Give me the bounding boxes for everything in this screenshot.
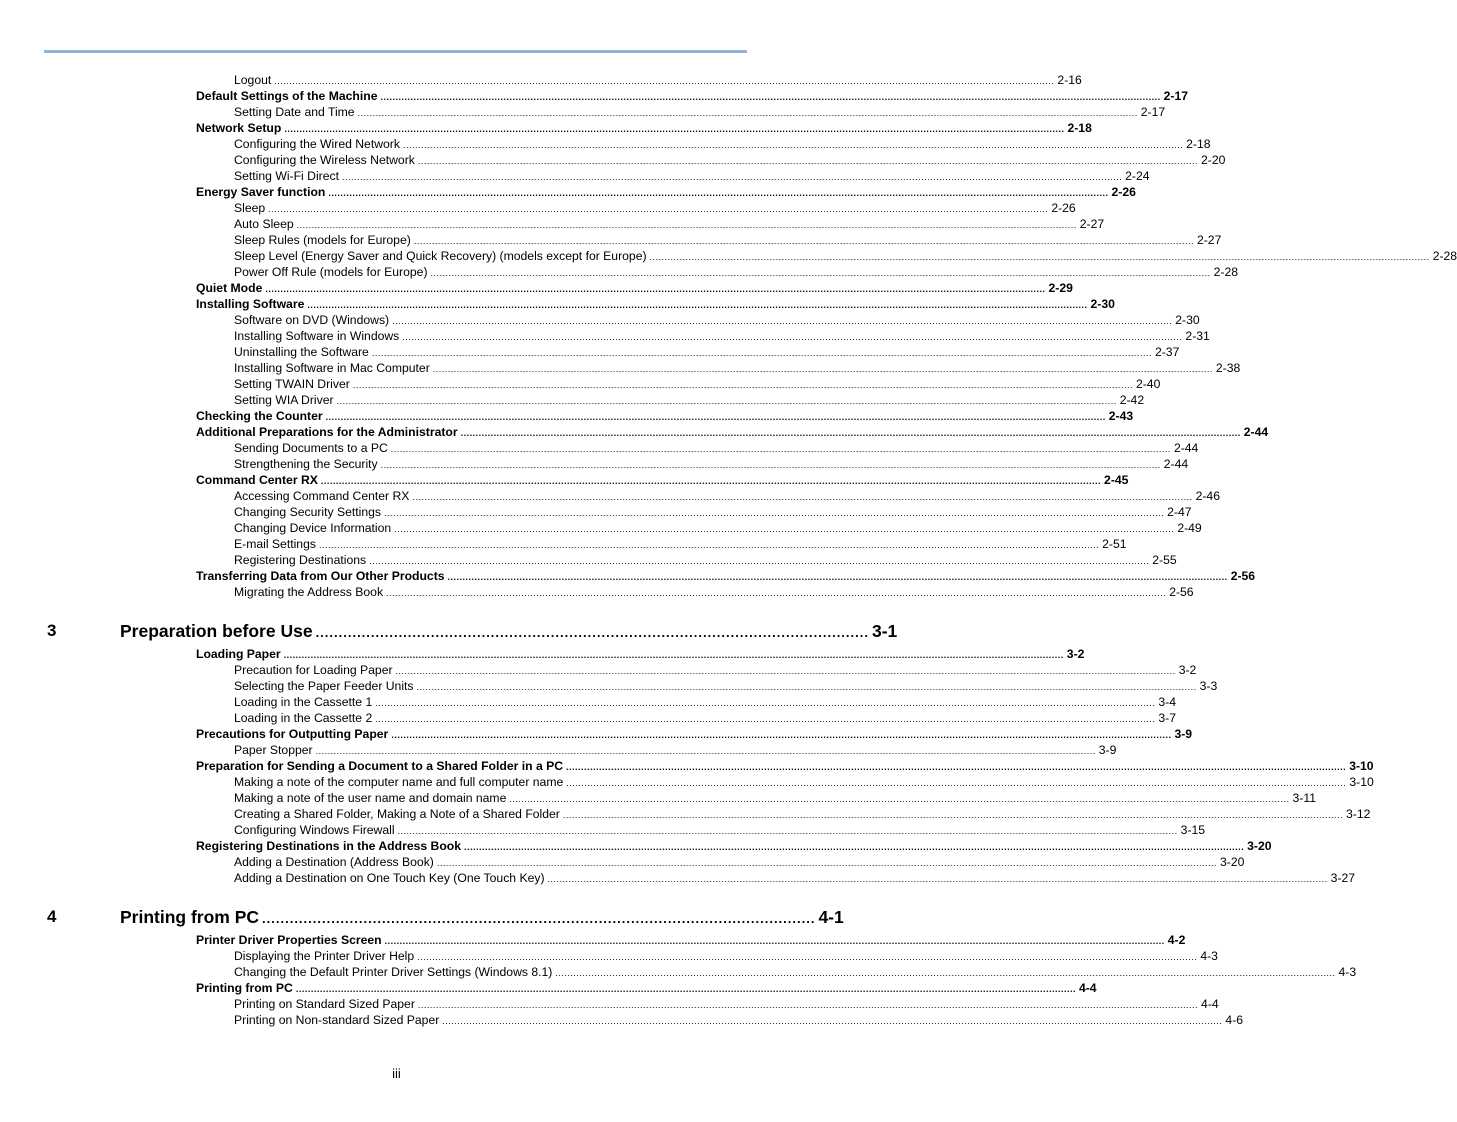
dot-leader: .................................................................................................................................................................................................................................................................... xyxy=(392,316,1173,326)
toc-entry[interactable] xyxy=(0,1012,1244,1028)
toc-title: Setting Date and Time xyxy=(234,105,355,119)
toc-entry[interactable] xyxy=(0,168,1150,184)
toc-page-number: 2-44 xyxy=(1243,425,1269,439)
toc-section[interactable] xyxy=(0,568,1256,584)
dot-leader: .................................................................................................................................................................................................................................................................... xyxy=(547,874,1328,884)
toc-entry[interactable] xyxy=(0,360,1241,376)
toc-page-number: 2-27 xyxy=(1079,217,1105,231)
toc-title: Sleep xyxy=(234,201,266,215)
toc-title: Sleep Rules (models for Europe) xyxy=(234,233,411,247)
toc-section[interactable] xyxy=(0,184,1136,200)
toc-page-number: 4-1 xyxy=(818,907,844,927)
dot-leader: .................................................................................................................................................................................................................................................................... xyxy=(341,172,1123,182)
toc-chapter[interactable] xyxy=(0,900,844,932)
toc-entry[interactable] xyxy=(0,200,1076,216)
toc-entry[interactable] xyxy=(0,774,1374,790)
toc-page-number: 2-56 xyxy=(1169,585,1194,599)
dot-leader: .................................................................................................................................................................................................................................................................... xyxy=(328,188,1109,198)
toc-page-number: 2-29 xyxy=(1048,281,1073,295)
toc-entry[interactable] xyxy=(0,742,1117,758)
toc-page-number: 2-28 xyxy=(1213,265,1239,279)
toc-entry[interactable] xyxy=(0,376,1161,392)
toc-title: Checking the Counter xyxy=(196,409,323,423)
toc-entry[interactable] xyxy=(0,104,1166,120)
toc-entry[interactable] xyxy=(0,662,1197,678)
dot-leader: .................................................................................................................................................................................................................................................................... xyxy=(265,284,1046,294)
dot-leader: .................................................................................................................................................................................................................................................................... xyxy=(509,794,1290,804)
chapter-number: 3 xyxy=(47,621,57,640)
toc-title: Quiet Mode xyxy=(196,281,263,295)
dot-leader: .................................................................................................................................................................................................................................................................... xyxy=(416,682,1197,692)
dot-leader: .................................................................................................................................................................................................................................................................... xyxy=(390,444,1171,454)
toc-entry[interactable] xyxy=(0,584,1194,600)
toc-page-number: 2-28 xyxy=(1432,249,1457,263)
dot-leader: .................................................................................................................................................................................................................................................................... xyxy=(284,124,1065,134)
toc-page-number: 2-17 xyxy=(1163,89,1189,103)
toc-section[interactable] xyxy=(0,280,1073,296)
dot-leader: .................................................................................................................................................................................................................................................................... xyxy=(397,826,1178,836)
toc-section[interactable] xyxy=(0,120,1092,136)
toc-page-number: 2-46 xyxy=(1195,489,1220,503)
toc-section[interactable] xyxy=(0,758,1374,774)
dot-leader: .................................................................................................................................................................................................................................................................... xyxy=(315,746,1096,756)
dot-leader: .................................................................................................................................................................................................................................................................... xyxy=(307,300,1088,310)
dot-leader: .................................................................................................................................................................................................................................................................... xyxy=(464,842,1245,852)
toc-section[interactable] xyxy=(0,838,1272,854)
dot-leader: .................................................................................................................................................................................................................................................................... xyxy=(566,762,1347,772)
toc-section[interactable] xyxy=(0,88,1189,104)
toc-title: Loading in the Cassette 2 xyxy=(234,711,373,725)
toc-page-number: 4-2 xyxy=(1167,933,1186,947)
toc-page-number: 2-40 xyxy=(1135,377,1161,391)
toc-page-number: 2-49 xyxy=(1177,521,1202,535)
toc-page-number: 2-20 xyxy=(1201,153,1226,167)
toc-page-number: 2-16 xyxy=(1057,73,1082,87)
toc-page-number: 2-45 xyxy=(1104,473,1129,487)
toc-title: Sending Documents to a PC xyxy=(234,441,388,455)
toc-page-number: 3-9 xyxy=(1174,727,1193,741)
toc-page-number: 3-11 xyxy=(1292,791,1316,805)
toc-title: Power Off Rule (models for Europe) xyxy=(234,265,428,279)
toc-page-number: 3-10 xyxy=(1349,759,1374,773)
toc-title: Making a note of the computer name and full computer name xyxy=(234,775,564,789)
toc-page-number: 2-47 xyxy=(1167,505,1192,519)
toc-page-number: 2-38 xyxy=(1215,361,1241,375)
toc-section[interactable] xyxy=(0,646,1085,662)
dot-leader: .................................................................................................................................................................................................................................................................... xyxy=(566,778,1347,788)
toc-page-number: 3-2 xyxy=(1066,647,1085,661)
toc-page-number: 3-12 xyxy=(1346,807,1371,821)
toc-entry[interactable] xyxy=(0,552,1177,568)
toc-title: Transferring Data from Our Other Products xyxy=(196,569,445,583)
toc-page-number: 4-6 xyxy=(1225,1013,1244,1027)
toc-title: Printer Driver Properties Screen xyxy=(196,933,382,947)
dot-leader: .................................................................................................................................................................................................................................................................... xyxy=(649,252,1430,262)
dot-leader: .................................................................................................................................................................................................................................................................... xyxy=(380,92,1161,102)
dot-leader: .................................................................................................................................................................................................................................................................... xyxy=(386,588,1167,598)
toc-entry[interactable] xyxy=(0,392,1145,408)
toc-entry[interactable] xyxy=(0,996,1219,1012)
toc-page-number: 3-20 xyxy=(1247,839,1272,853)
toc-title: Uninstalling the Software xyxy=(234,345,369,359)
toc-entry[interactable] xyxy=(0,440,1199,456)
toc-entry[interactable] xyxy=(0,806,1371,822)
toc-entry[interactable] xyxy=(0,694,1176,710)
toc-entry[interactable] xyxy=(0,456,1189,472)
toc-title: Configuring the Wireless Network xyxy=(234,153,415,167)
toc-page-number: 2-18 xyxy=(1186,137,1211,151)
toc-title: Changing the Default Printer Driver Settings (Windows 8.1) xyxy=(234,965,553,979)
toc-page-number: 2-26 xyxy=(1051,201,1076,215)
toc-page-number: 2-30 xyxy=(1090,297,1115,311)
toc-section[interactable] xyxy=(0,408,1134,424)
toc-page-number: 3-1 xyxy=(871,621,898,641)
dot-leader: .................................................................................................................................................................................................................................................................... xyxy=(268,204,1049,214)
dot-leader: .................................................................................................................................................................................................................................................................... xyxy=(384,936,1165,946)
dot-leader: .................................................................................................................................................................................................................................................................... xyxy=(320,476,1102,486)
toc-title: Auto Sleep xyxy=(234,217,294,231)
toc-page-number: 2-42 xyxy=(1119,393,1145,407)
toc-page-number: 2-56 xyxy=(1230,569,1256,583)
toc-title: Selecting the Paper Feeder Units xyxy=(234,679,414,693)
dot-leader: .................................................................................................................................................................................................................................................................... xyxy=(413,236,1194,246)
toc-title: E-mail Settings xyxy=(234,537,316,551)
toc-title: Logout xyxy=(234,73,272,87)
dot-leader: .................................................................................................................................................................................................................................................................... xyxy=(417,156,1198,166)
dot-leader: .................................................................................................................................................................................................................................................................... xyxy=(417,1000,1199,1010)
toc-page-number: 3-2 xyxy=(1178,663,1197,677)
dot-leader: .................................................................................................................................................................................................................................................................... xyxy=(369,556,1150,566)
dot-leader: .................................................................................................................................................................................................................................................................... xyxy=(395,666,1176,676)
toc-section[interactable] xyxy=(0,472,1129,488)
toc-section[interactable] xyxy=(0,932,1186,948)
dot-leader: .................................................................................................................................................................................................................................................................... xyxy=(402,332,1183,342)
toc-title: Printing on Non-standard Sized Paper xyxy=(234,1013,440,1027)
toc-page-number: 4-3 xyxy=(1200,949,1218,963)
toc-section[interactable] xyxy=(0,424,1269,440)
toc-title: Loading Paper xyxy=(196,647,281,661)
toc-entry[interactable] xyxy=(0,328,1210,344)
toc-title: Configuring the Wired Network xyxy=(234,137,400,151)
toc-page-number: 4-3 xyxy=(1338,965,1357,979)
toc-entry[interactable] xyxy=(0,854,1245,870)
dot-leader: .................................................................................................................................................................................................................................................................... xyxy=(296,220,1077,230)
toc-title: Installing Software in Windows xyxy=(234,329,400,343)
toc-page-number: 2-43 xyxy=(1108,409,1134,423)
toc-entry[interactable] xyxy=(0,710,1176,726)
toc-page-number: 2-18 xyxy=(1067,121,1092,135)
dot-leader: .................................................................................................................................................................................................................................................................... xyxy=(562,810,1344,820)
toc-title: Adding a Destination on One Touch Key (One Touch Key) xyxy=(234,871,545,885)
dot-leader: .................................................................................................................................................................................................................................................................... xyxy=(318,540,1100,550)
toc-title: Setting WIA Driver xyxy=(234,393,334,407)
toc-entry[interactable] xyxy=(0,72,1082,88)
toc-page-number: 3-15 xyxy=(1180,823,1206,837)
dot-leader: .................................................................................................................................................................................................................................................................... xyxy=(375,698,1156,708)
toc-title: Making a note of the user name and domain name xyxy=(234,791,507,805)
toc-title: Changing Device Information xyxy=(234,521,392,535)
toc-title: Software on DVD (Windows) xyxy=(234,313,390,327)
dot-leader: .................................................................................................................................................................................................................................................................... xyxy=(447,572,1228,582)
toc-page-number: 2-37 xyxy=(1154,345,1180,359)
dot-leader: .................................................................................................................................................................................................................................................................... xyxy=(336,396,1117,406)
toc-page-number: 2-24 xyxy=(1125,169,1150,183)
page-number: iii xyxy=(392,1066,401,1081)
toc-title: Network Setup xyxy=(196,121,282,135)
toc-entry[interactable] xyxy=(0,216,1105,232)
dot-leader: .................................................................................................................................................................................................................................................................... xyxy=(283,650,1064,660)
toc-page-number: 3-7 xyxy=(1158,711,1176,725)
toc-entry[interactable] xyxy=(0,790,1316,806)
dot-leader: ........................................................................................................................ xyxy=(262,911,816,926)
toc-section[interactable] xyxy=(0,296,1115,312)
toc-title: Printing from PC xyxy=(120,907,260,927)
toc-section[interactable] xyxy=(0,980,1097,996)
dot-leader: .................................................................................................................................................................................................................................................................... xyxy=(417,952,1198,962)
toc-section[interactable] xyxy=(0,726,1193,742)
toc-page-number: 2-27 xyxy=(1196,233,1222,247)
toc-title: Preparation for Sending a Document to a Shared Folder in a PC xyxy=(196,759,564,773)
toc-entry[interactable] xyxy=(0,536,1127,552)
toc-entry[interactable] xyxy=(0,504,1192,520)
toc-entry[interactable] xyxy=(0,232,1222,248)
toc-title: Registering Destinations in the Address Book xyxy=(196,839,462,853)
toc-title: Adding a Destination (Address Book) xyxy=(234,855,434,869)
toc-page-number: 2-44 xyxy=(1163,457,1189,471)
toc-title: Precaution for Loading Paper xyxy=(234,663,393,677)
toc-title: Default Settings of the Machine xyxy=(196,89,378,103)
toc-page-number: 3-3 xyxy=(1199,679,1218,693)
dot-leader: ........................................................................................................................ xyxy=(315,625,869,640)
toc-title: Accessing Command Center RX xyxy=(234,489,410,503)
toc-title: Strengthening the Security xyxy=(234,457,378,471)
toc-title: Command Center RX xyxy=(196,473,318,487)
toc-entry[interactable] xyxy=(0,948,1218,964)
toc-entry[interactable] xyxy=(0,136,1211,152)
toc-page-number: 2-30 xyxy=(1175,313,1200,327)
dot-leader: .................................................................................................................................................................................................................................................................... xyxy=(352,380,1133,390)
dot-leader: .................................................................................................................................................................................................................................................................... xyxy=(432,364,1213,374)
dot-leader: .................................................................................................................................................................................................................................................................... xyxy=(460,428,1241,438)
dot-leader: .................................................................................................................................................................................................................................................................... xyxy=(436,858,1217,868)
toc-page-number: 2-51 xyxy=(1102,537,1127,551)
toc-title: Installing Software in Mac Computer xyxy=(234,361,430,375)
toc-title: Setting TWAIN Driver xyxy=(234,377,350,391)
toc-page-number: 4-4 xyxy=(1078,981,1097,995)
dot-leader: .................................................................................................................................................................................................................................................................... xyxy=(295,984,1076,994)
toc-title: Sleep Level (Energy Saver and Quick Recovery) (models except for Europe) xyxy=(234,249,647,263)
toc-entry[interactable] xyxy=(0,312,1200,328)
toc-page-number: 2-31 xyxy=(1185,329,1210,343)
toc-entry[interactable] xyxy=(0,488,1220,504)
header-rule xyxy=(44,50,747,53)
dot-leader: .................................................................................................................................................................................................................................................................... xyxy=(384,508,1165,518)
toc-entry[interactable] xyxy=(0,152,1226,168)
toc-title: Installing Software xyxy=(196,297,305,311)
toc-page-number: 3-20 xyxy=(1220,855,1245,869)
dot-leader: .................................................................................................................................................................................................................................................................... xyxy=(402,140,1184,150)
toc-title: Registering Destinations xyxy=(234,553,367,567)
toc-entry[interactable] xyxy=(0,520,1202,536)
dot-leader: .................................................................................................................................................................................................................................................................... xyxy=(274,76,1055,86)
dot-leader: .................................................................................................................................................................................................................................................................... xyxy=(391,730,1172,740)
toc-title: Paper Stopper xyxy=(234,743,313,757)
toc-title: Printing on Standard Sized Paper xyxy=(234,997,415,1011)
toc-chapter[interactable] xyxy=(0,614,898,646)
toc-entry[interactable] xyxy=(0,964,1357,980)
dot-leader: .................................................................................................................................................................................................................................................................... xyxy=(412,492,1193,502)
toc-title: Printing from PC xyxy=(196,981,293,995)
toc-entry[interactable] xyxy=(0,822,1206,838)
table-of-contents xyxy=(0,72,1457,1028)
toc-page-number: 3-9 xyxy=(1098,743,1117,757)
toc-page-number: 3-27 xyxy=(1330,871,1356,885)
dot-leader: .................................................................................................................................................................................................................................................................... xyxy=(380,460,1161,470)
dot-leader: .................................................................................................................................................................................................................................................................... xyxy=(325,412,1106,422)
toc-page-number: 2-55 xyxy=(1152,553,1177,567)
toc-title: Precautions for Outputting Paper xyxy=(196,727,389,741)
toc-page-number: 2-44 xyxy=(1173,441,1199,455)
toc-title: Displaying the Printer Driver Help xyxy=(234,949,415,963)
toc-page-number: 2-26 xyxy=(1111,185,1136,199)
toc-entry[interactable] xyxy=(0,264,1239,280)
toc-title: Creating a Shared Folder, Making a Note of a Shared Folder xyxy=(234,807,560,821)
toc-page-number: 3-4 xyxy=(1158,695,1176,709)
chapter-number: 4 xyxy=(47,907,57,926)
toc-title: Preparation before Use xyxy=(120,621,313,641)
toc-entry[interactable] xyxy=(0,344,1180,360)
toc-title: Changing Security Settings xyxy=(234,505,382,519)
toc-title: Migrating the Address Book xyxy=(234,585,384,599)
toc-title: Loading in the Cassette 1 xyxy=(234,695,373,709)
dot-leader: .................................................................................................................................................................................................................................................................... xyxy=(555,968,1336,978)
toc-entry[interactable] xyxy=(0,248,1457,264)
dot-leader: .................................................................................................................................................................................................................................................................... xyxy=(375,714,1156,724)
dot-leader: .................................................................................................................................................................................................................................................................... xyxy=(357,108,1138,118)
toc-page-number: 2-17 xyxy=(1140,105,1166,119)
toc-page-number: 3-10 xyxy=(1349,775,1374,789)
toc-entry[interactable] xyxy=(0,870,1356,886)
toc-title: Additional Preparations for the Administrator xyxy=(196,425,458,439)
toc-page-number: 4-4 xyxy=(1201,997,1219,1011)
toc-title: Configuring Windows Firewall xyxy=(234,823,395,837)
dot-leader: .................................................................................................................................................................................................................................................................... xyxy=(442,1016,1223,1026)
dot-leader: .................................................................................................................................................................................................................................................................... xyxy=(430,268,1211,278)
dot-leader: .................................................................................................................................................................................................................................................................... xyxy=(371,348,1152,358)
toc-title: Setting Wi-Fi Direct xyxy=(234,169,339,183)
dot-leader: .................................................................................................................................................................................................................................................................... xyxy=(394,524,1175,534)
toc-title: Energy Saver function xyxy=(196,185,326,199)
toc-entry[interactable] xyxy=(0,678,1218,694)
